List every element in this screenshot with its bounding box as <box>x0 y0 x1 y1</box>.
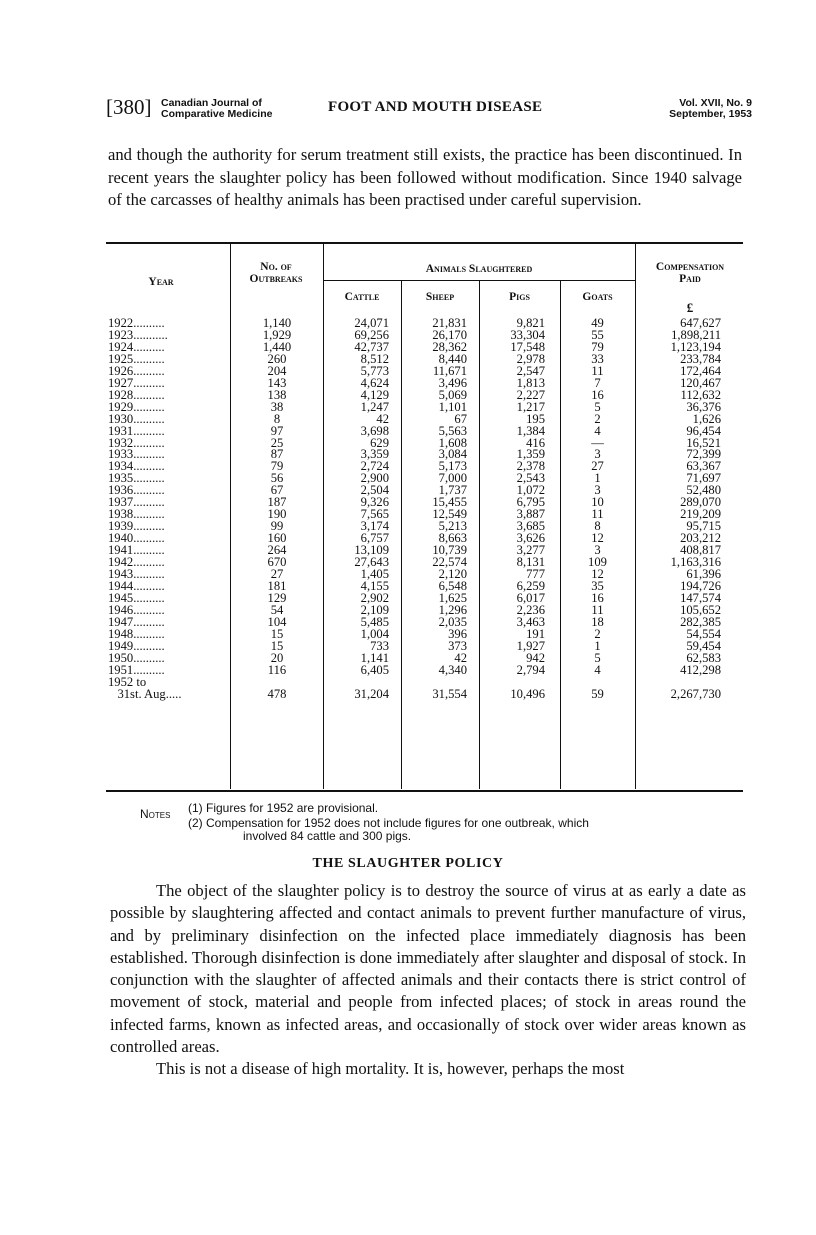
journal-line-1: Canadian Journal of <box>161 97 262 109</box>
header-goats: Goats <box>582 291 613 303</box>
cattle-column: 24,071 69,256 42,737 8,512 5,773 4,624 4,129 1,247 42 3,698 629 3,359 2,724 2,900 2,504 9,326 7,565 3,174 6,757 13,109 27,643 1,405 4,155 2,902 2,109 5,485 1,004 733 1,141 6,405 31,204 <box>354 316 389 701</box>
sheep-column: 21,831 26,170 28,362 8,440 11,671 3,496 5,069 1,101 67 5,563 1,608 3,084 5,173 7,000 1,737 15,455 12,549 5,213 8,663 10,739 22,574 2,120 6,548 1,625 1,296 2,035 396 373 42 4,340 31,554 <box>432 316 467 701</box>
slaughter-paragraph-1: The object of the slaughter policy is to destroy the source of virus at as early a date as possible by slaughtering affected and contact animals to prevent further manufacture of virus, and by preliminary disinfection on the infected place immediately diagnosis has been established. Thorough disinfection is done immediately after slaughter and disposal of stock. In conjunction with the slaughter of affected animals and their contacts there is strict control of movement of stock, material and people from infected places; of stock in areas round the infected farms, known as infected areas, and occasionally of stock over wider areas known as controlled areas. <box>110 881 746 1057</box>
header-sheep: Sheep <box>425 291 455 303</box>
goats-column: 49 55 79 33 11 7 16 5 2 4 — 3 27 1 3 10 11 8 12 3 109 12 35 16 11 18 2 1 5 4 59 <box>588 316 607 701</box>
note-1: (1) Figures for 1952 are provisional. <box>188 801 379 815</box>
header-currency: £ <box>686 300 694 315</box>
compensation-column: 647,627 1,898,211 1,123,194 233,784 172,464 120,467 112,632 36,376 1,626 96,454 16,521 72,399 63,367 71,697 52,480 289,070 219,209 95,715 203,212 408,817 1,163,316 61,396 194,726 147,574 105,652 282,385 54,554 59,454 62,583 412,298 2,267,730 <box>670 316 721 701</box>
volume-line-2: September, 1953 <box>669 108 752 120</box>
animals-rule <box>323 280 635 281</box>
pigs-column: 9,821 33,304 17,548 2,978 2,547 1,813 2,227 1,217 195 1,384 416 1,359 2,378 2,543 1,072 6,795 3,887 3,685 3,626 3,277 8,131 777 6,259 6,017 2,236 3,463 191 1,927 942 2,794 10,496 <box>510 316 545 701</box>
header-pigs: Pigs <box>509 291 530 303</box>
slaughter-paragraph-2: This is not a disease of high mortality. It is, however, perhaps the most <box>156 1059 625 1079</box>
volume-info <box>669 98 752 120</box>
table-bottom-rule <box>106 790 743 792</box>
journal-name <box>161 98 272 120</box>
page-number: [380] <box>106 95 152 119</box>
header-outbreaks: No. of Outbreaks <box>249 261 303 285</box>
header-animals-slaughtered: Animals Slaughtered <box>425 263 533 275</box>
header-compensation: Compensation Paid <box>655 261 725 285</box>
table-top-rule <box>106 242 743 244</box>
year-column: 1922.......... 1923........... 1924.......... 1925.......... 1926.......... 1927.......... 1928.......... 1929.......... 1930.......... 1931.......... 1932.......... 1933.......... 1934.......... 1935.......... 1936.......... 1937.......... 1938.......... 1939.......... 1940.......... 1941.......... 1942.......... 1943.......... 1944.......... 1945.......... 1946.......... 1947.......... 1948.......... 1949.......... 1950.......... 1951.......... 1952 to 31st. Aug..... <box>108 316 182 701</box>
notes-label: Notes <box>140 807 171 821</box>
volume-line-1: Vol. XVII, No. 9 <box>679 97 752 109</box>
note-2: (2) Compensation for 1952 does not include figures for one outbreak, which <box>188 816 589 830</box>
outbreaks-column: 1,140 1,929 1,440 260 204 143 138 38 8 97 25 87 79 56 67 187 190 99 160 264 670 27 181 129 54 104 15 15 20 116 478 <box>262 316 292 701</box>
running-title: FOOT AND MOUTH DISEASE <box>328 99 543 115</box>
header-year: Year <box>148 276 174 288</box>
intro-paragraph: and though the authority for serum treatment still exists, the practice has been discontinued. In recent years the slaughter policy has been followed without modification. Since 1940 salvage of the carcasses of healthy animals has been practised under careful supervision. <box>108 145 742 209</box>
section-title: THE SLAUGHTER POLICY <box>312 856 504 871</box>
journal-line-2: Comparative Medicine <box>161 108 273 120</box>
note-2-continued: involved 84 cattle and 300 pigs. <box>243 829 412 843</box>
divider-year <box>230 244 231 789</box>
running-header <box>106 94 752 130</box>
header-cattle: Cattle <box>344 291 380 303</box>
slaughter-policy-body <box>110 880 746 1081</box>
